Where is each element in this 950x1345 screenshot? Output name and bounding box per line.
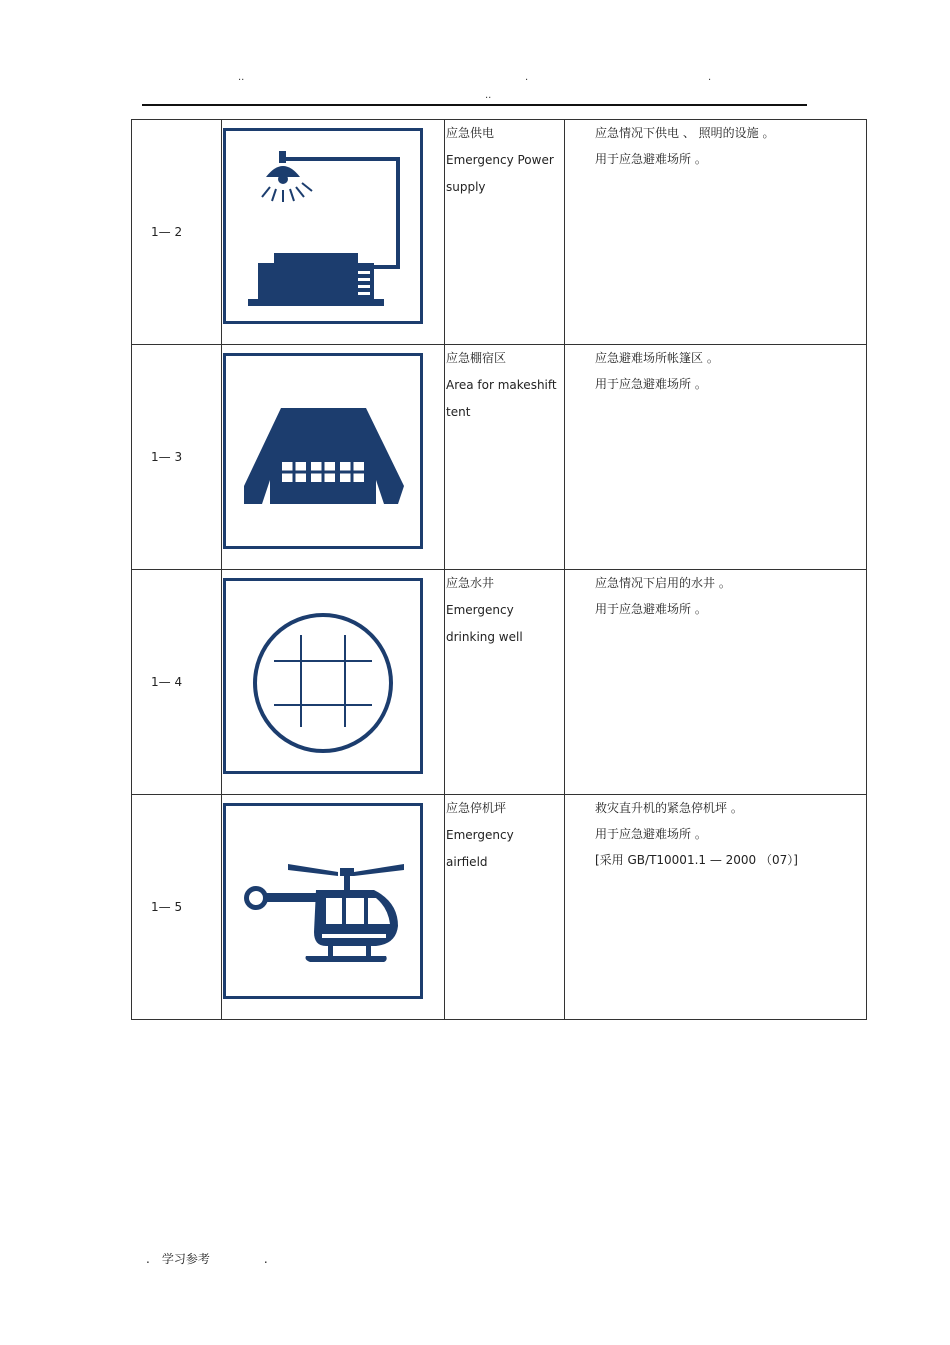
sign-name-cn: 应急水井: [446, 576, 495, 590]
sign-name-cell: [445, 795, 565, 1020]
sign-name-cn: 应急棚宿区: [446, 351, 507, 365]
sign-description-cell: [565, 345, 867, 570]
description-line: 应急避难场所帐篷区 。: [595, 351, 719, 365]
description-line: 救灾直升机的紧急停机坪 。: [595, 801, 743, 815]
helicopter-icon: [223, 803, 423, 999]
sign-name-en-cont: supply: [446, 180, 486, 194]
footer-dot: .: [263, 1252, 268, 1266]
sign-name-cn: 应急供电: [446, 126, 495, 140]
table-row: [132, 345, 867, 570]
table-row: [132, 795, 867, 1020]
icon-cell: [222, 795, 445, 1020]
sign-name-en-cont: drinking well: [446, 630, 523, 644]
description-line: 用于应急避难场所 。: [595, 377, 707, 391]
page-footer: [146, 1250, 268, 1267]
water-well-icon: [223, 578, 423, 774]
row-number: 1— 3: [132, 345, 222, 570]
footer-text: 学习参考: [161, 1252, 210, 1266]
sign-name-cell: [445, 120, 565, 345]
icon-cell: [222, 345, 445, 570]
tent-icon: [223, 353, 423, 549]
sign-name-en-cont: tent: [446, 405, 471, 419]
description-line: 应急情况下启用的水井 。: [595, 576, 731, 590]
header-rule: [142, 104, 807, 106]
sign-name-cell: [445, 345, 565, 570]
description-line: 用于应急避难场所 。: [595, 827, 707, 841]
description-line: 用于应急避难场所 。: [595, 602, 707, 616]
sign-name-en: Emergency: [446, 603, 514, 617]
sign-description-cell: [565, 120, 867, 345]
description-line: 用于应急避难场所 。: [595, 152, 707, 166]
footer-dot: .: [146, 1252, 150, 1266]
table-row: [132, 120, 867, 345]
sign-name-en: Emergency Power: [446, 153, 554, 167]
table-row: [132, 570, 867, 795]
standard-reference: [采用 GB/T10001.1 — 2000 （07）]: [595, 853, 798, 867]
row-number: 1— 2: [132, 120, 222, 345]
sign-description-cell: [565, 795, 867, 1020]
signs-table: [131, 119, 867, 1020]
icon-cell: [222, 120, 445, 345]
header-dot: .: [525, 72, 529, 83]
sign-name-en: Emergency: [446, 828, 514, 842]
icon-cell: [222, 570, 445, 795]
sign-name-cn: 应急停机坪: [446, 801, 507, 815]
header-sub-dots: ..: [485, 90, 492, 101]
row-number: 1— 4: [132, 570, 222, 795]
description-line: 应急情况下供电 、 照明的设施 。: [595, 126, 775, 140]
sign-name-cell: [445, 570, 565, 795]
sign-description-cell: [565, 570, 867, 795]
sign-name-en: Area for makeshift: [446, 378, 557, 392]
row-number: 1— 5: [132, 795, 222, 1020]
sign-name-en-cont: airfield: [446, 855, 488, 869]
header-dots: ..: [238, 72, 245, 83]
header-dot: .: [708, 72, 712, 83]
emergency-power-icon: [223, 128, 423, 324]
